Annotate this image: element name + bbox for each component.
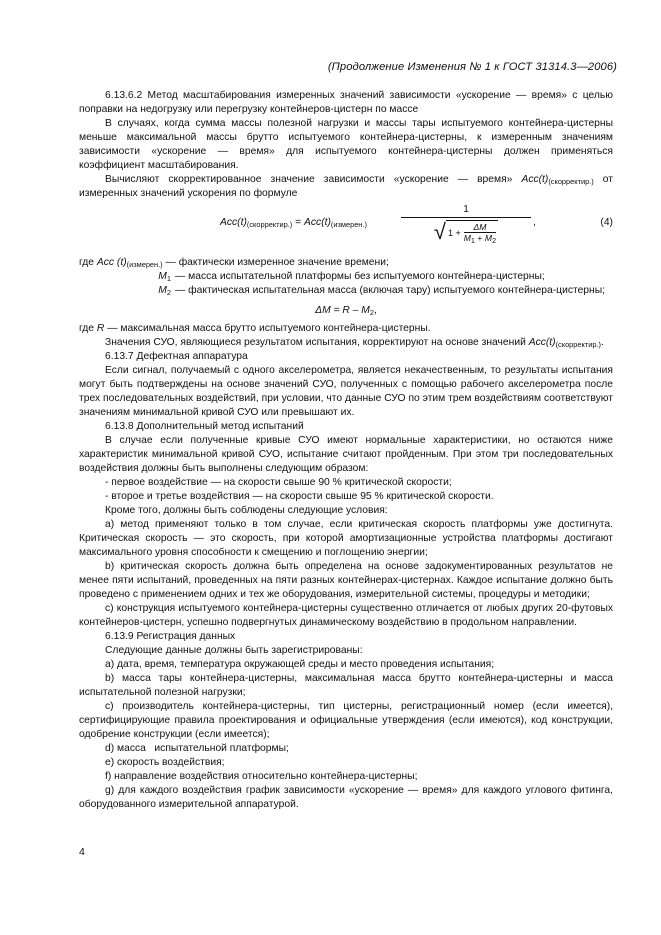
formula-4: $Acc(t)_{(скорректир.)} = Acc(t)_{(измерен.)}$ 1 √ 1 + $\frac{\Delta M}{M_1 + M_2}$ , (4) bbox=[220, 204, 613, 245]
sqrt-sign: √ 1 + $\frac{\Delta M}{M_1 + M_2}$ bbox=[433, 218, 497, 245]
clause-6-13-6-2: 6.13.6.2 Метод масштабирования измеренных значений зависимости «ускорение — время» с целью поправки на недогрузку или перегрузку контейнеров-цистерн по массе bbox=[79, 90, 613, 115]
list-item: e) скорость воздействия; bbox=[105, 757, 225, 768]
paragraph: Если сигнал, получаемый с одного акселерометра, является некачественным, то результаты испытания могут быть подтверждены на основе значений СУО, полученных с помощью рабочего акселерометра после трех последовательных воздействий, при условии, что данные СУО по этим трем воздействиям соответствуют значениям минимальной кривой СУО или превышают их. bbox=[79, 365, 613, 418]
list-item: c) конструкция испытуемого контейнера-цистерны существенно отличается от любых других 20-футовых контейнеров-цистерн, успешно подвергнутых динамическому воздействию в продольном направлении. bbox=[79, 603, 613, 628]
formula-number: (4) bbox=[600, 217, 613, 228]
paragraph: Кроме того, должны быть соблюдены следующие условия: bbox=[105, 505, 388, 516]
paragraph: В случаях, когда сумма массы полезной нагрузки и массы тары испытуемого контейнера-цистерны меньше максимальной массы брутто испытуемого контейнера-цистерны, к измеренным значениям зависимости «ускорение — время» для испытуемого контейнера-цистерны должен применяться коэффициент масштабирования. bbox=[79, 118, 613, 171]
formula-lhs: $Acc(t)_{(скорректир.)} = Acc(t)_{(измерен.)}$ bbox=[220, 217, 367, 229]
definition-m2: $M_2$ — фактическая испытательная масса (включая тару) испытуемого контейнера-цистерны; bbox=[158, 285, 605, 297]
definition-m1: $M_1$ — масса испытательной платформы без испытуемого контейнера-цистерны; bbox=[158, 271, 545, 283]
inner-fraction: $\frac{\Delta M}{M_1 + M_2}$ bbox=[463, 222, 497, 245]
definition-acc: где Acc $(t)_{(измерен.)}$ — фактически измеренное значение времени; bbox=[79, 257, 389, 269]
formula-fraction: 1 √ 1 + $\frac{\Delta M}{M_1 + M_2}$ bbox=[401, 204, 531, 244]
paragraph-sro: Значения СУО, являющиеся результатом испытания, корректируют на основе значений $Acc(t)_{(скорректир.)}$. bbox=[105, 337, 604, 349]
paragraph: В случае если полученные кривые СУО имеют нормальные характеристики, но остаются ниже характеристик минимальной кривой СУО, испытание считают пройденным. При этом три последовательных воздействия должны быть выполнены следующим образом: bbox=[79, 435, 613, 474]
list-item: b) масса тары контейнера-цистерны, максимальная масса брутто контейнера-цистерны и масса испытательной полезной нагрузки; bbox=[79, 673, 613, 698]
list-item: d) масса испытательной платформы; bbox=[105, 743, 289, 754]
list-item: c) производитель контейнера-цистерны, тип цистерны, регистрационный номер (если имеется), сертифицирующие правила проектирования и официальные утверждения (если имеются), код конструкции, одобрение конструкции (если имеется); bbox=[79, 701, 613, 740]
paragraph: Следующие данные должны быть зарегистрированы: bbox=[105, 645, 363, 656]
list-item: f) направление воздействия относительно контейнера-цистерны; bbox=[105, 771, 418, 782]
running-header: (Продолжение Изменения № 1 к ГОСТ 31314.3—2006) bbox=[327, 61, 617, 73]
heading-6-13-9: 6.13.9 Регистрация данных bbox=[105, 631, 236, 642]
list-item: а) дата, время, температура окружающей среды и место проведения испытания; bbox=[105, 659, 495, 670]
formula-definitions bbox=[79, 256, 613, 298]
list-item: - первое воздействие — на скорости свыше 90 % критической скорости; bbox=[105, 477, 452, 488]
list-item: b) критическая скорость должна быть определена на основе задокументированных результатов не менее пяти испытаний, проведенных на пяти разных контейнерах-цистернах. Каждое испытание должно быть проведено с применением одних и тех же оборудования, измерительной системы, процедуры и методики; bbox=[79, 561, 613, 600]
paragraph-formula-intro: Вычисляют скорректированное значение зависимости «ускорение — время» $Acc(t)_{(скорректир.)}$ от измеренных значений ускорения по формуле bbox=[79, 174, 613, 199]
definition-r: где R — максимальная масса брутто испытуемого контейнера-цистерны. bbox=[79, 323, 431, 334]
list-item: а) метод применяют только в том случае, если критическая скорость платформы уже достигнута. Критическая скорость — это скорость, при которой амортизационные устройства платформы достигают максимального уровня способности к смещению и поглощению энергии; bbox=[79, 519, 613, 558]
heading-6-13-8: 6.13.8 Дополнительный метод испытаний bbox=[105, 421, 304, 432]
list-item: - второе и третье воздействия — на скорости свыше 95 % критической скорости. bbox=[105, 491, 494, 502]
page-body bbox=[79, 89, 613, 812]
equation-delta-m: $\Delta M = R - M_2$, bbox=[315, 305, 377, 317]
heading-6-13-7: 6.13.7 Дефектная аппаратура bbox=[105, 351, 248, 362]
list-item: g) для каждого воздействия график зависимости «ускорение — время» для каждого углового фитинга, оборудованного измерительной аппаратурой. bbox=[79, 785, 613, 810]
page-number: 4 bbox=[79, 846, 85, 858]
